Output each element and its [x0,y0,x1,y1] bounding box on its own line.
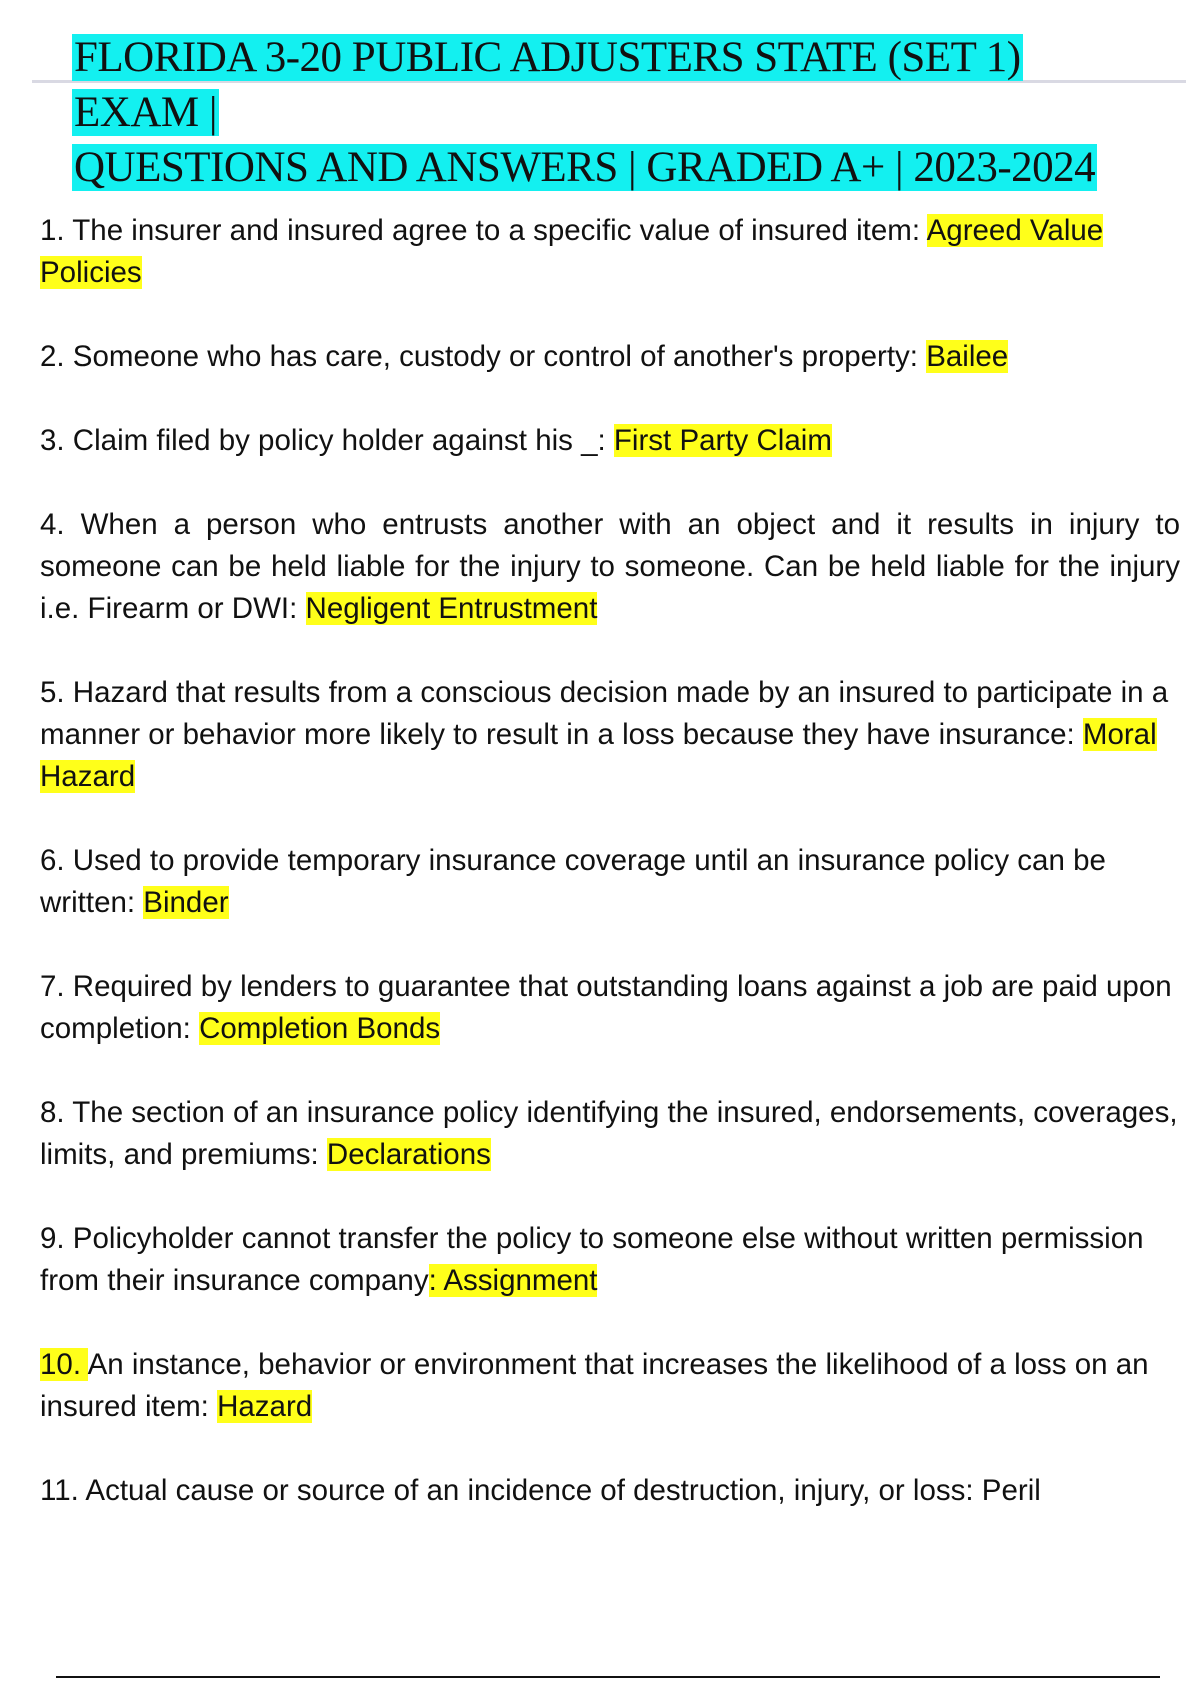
list-item [40,210,1180,294]
list-item [40,1218,1180,1302]
list-item [40,672,1180,798]
list-item [40,1470,1180,1512]
item-question: When a person who entrusts another with an object and it results in injury to someone can be held liable for the injury to someone. Can be held liable for the injury i.e. Firearm or DWI: [40,508,1180,625]
item-question: Someone who has care, custody or control of another's property: [64,340,927,373]
question-list [40,210,1180,1554]
item-answer: Declarations [326,1138,491,1171]
item-number: 8. [40,1096,65,1129]
item-answer: First Party Claim [613,424,832,457]
list-item [40,1344,1180,1428]
item-answer: Binder [143,886,229,919]
item-answer: Peril [981,1474,1041,1507]
item-question: Claim filed by policy holder against his _: [64,424,614,457]
item-number: 6. [40,844,65,877]
list-item [40,336,1180,378]
item-answer: Completion Bonds [199,1012,441,1045]
item-number: 2. [40,340,65,373]
item-answer: Bailee [926,340,1009,373]
item-number: 1. [40,214,65,247]
item-number: 10. [40,1348,88,1381]
item-number: 4. [40,508,65,541]
item-number: 5. [40,676,65,709]
item-number: 11. [40,1474,79,1507]
list-item [40,966,1180,1050]
list-item [40,840,1180,924]
item-question: The section of an insurance policy identifying the insured, endorsements, coverages, limits, and premiums: [40,1096,1178,1171]
item-question: Used to provide temporary insurance coverage until an insurance policy can be written: [40,844,1106,919]
item-question: The insurer and insured agree to a specific value of insured item: [64,214,927,247]
item-number: 7. [40,970,65,1003]
footer-divider [56,1676,1160,1678]
item-question: Policyholder cannot transfer the policy to someone else without written permission from their insurance company [40,1222,1144,1297]
list-item [40,504,1180,630]
item-answer: Negligent Entrustment [305,592,598,625]
item-question: An instance, behavior or environment that increases the likelihood of a loss on an insured item: [40,1348,1149,1423]
item-number: 9. [40,1222,65,1255]
item-question: Required by lenders to guarantee that outstanding loans against a job are paid upon completion: [40,970,1172,1045]
document-title [72,30,1147,195]
title-line-2: QUESTIONS AND ANSWERS | GRADED A+ | 2023-2024 [74,144,1096,191]
item-number: 3. [40,424,65,457]
item-question: Hazard that results from a conscious decision made by an insured to participate in a manner or behavior more likely to result in a loss because they have insurance: [40,676,1169,751]
item-answer: Hazard [217,1390,313,1423]
list-item [40,420,1180,462]
item-answer: : Assignment [428,1264,598,1297]
item-answer: Agreed Value Policies [40,214,1104,289]
list-item [40,1092,1180,1176]
item-answer: Moral Hazard [40,718,1157,793]
item-question: Actual cause or source of an incidence of destruction, injury, or loss: [78,1474,982,1507]
title-line-1: FLORIDA 3-20 PUBLIC ADJUSTERS STATE (SET 1) EXAM | [74,34,1021,136]
